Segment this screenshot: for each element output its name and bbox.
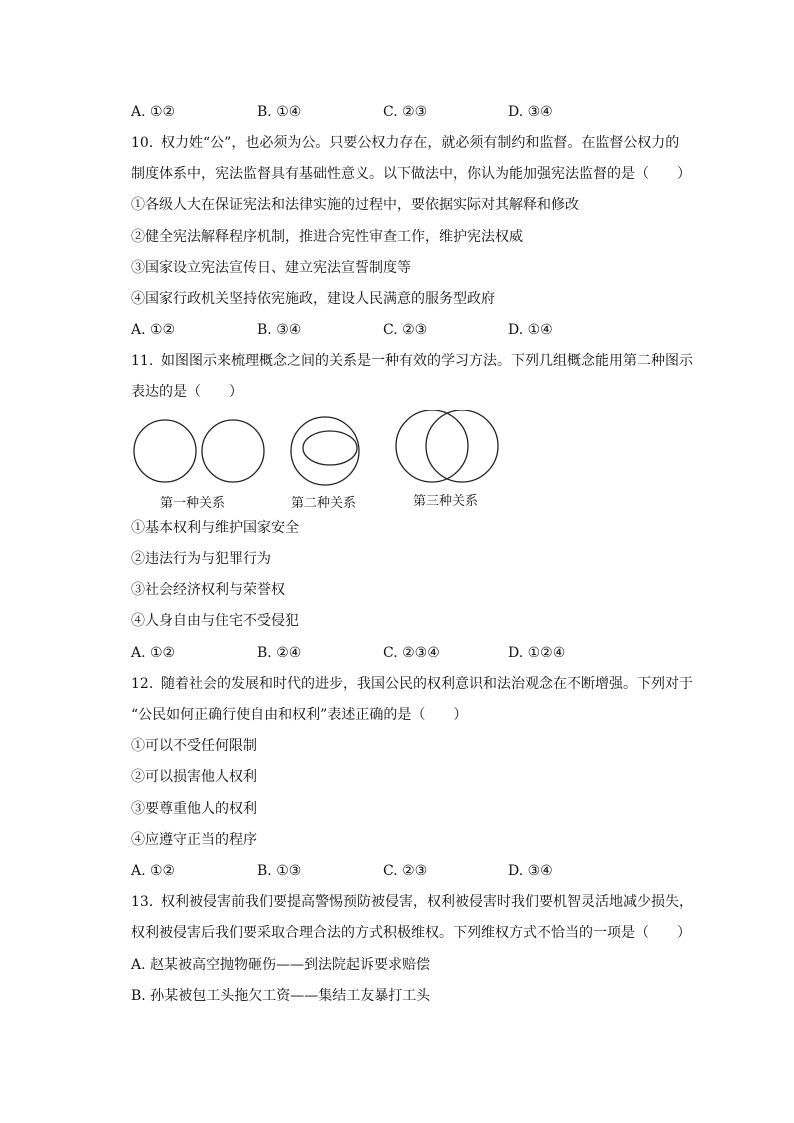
relation2-outer-circle: [291, 417, 359, 485]
q12-option-d: D. ③④: [508, 863, 553, 879]
q11-option-b: B. ②④: [257, 645, 302, 661]
q11-statement-1: ①基本权利与维护国家安全: [131, 520, 299, 536]
q12-stem-text1: 随着社会的发展和时代的进步，我国公民的权利意识和法治观念在不断增强。下列对于: [161, 676, 693, 692]
relation3-circle-left: [396, 410, 468, 482]
relationship-diagram: [126, 410, 516, 515]
q11-statement-2: ②违法行为与犯罪行为: [131, 551, 271, 567]
q13-number: 13.: [131, 894, 154, 910]
q9-option-b: B. ①④: [257, 104, 302, 120]
caption-relation-3: 第三种关系: [413, 494, 479, 509]
q11-stem-text1: 如图图示来梳理概念之间的关系是一种有效的学习方法。下列几组概念能用第二种图示: [161, 353, 693, 369]
q13-stem-line1: [131, 892, 693, 912]
q9-options: [131, 102, 691, 122]
q11-statement-4: ④人身自由与住宅不受侵犯: [131, 613, 299, 629]
q9-option-c: C. ②③: [383, 104, 428, 120]
relation2-inner-ellipse: [303, 431, 357, 465]
q12-option-b: B. ①③: [257, 863, 302, 879]
q13-stem-text1: 权利被侵害前我们要提高警惕预防被侵害，权利被侵害时我们要机智灵活地减少损失，: [161, 894, 693, 910]
q10-option-b: B. ③④: [257, 322, 302, 338]
relation3-circle-right: [426, 410, 498, 482]
q12-stem-line2: “公民如何正确行使自由和权利”表述正确的是（ ）: [131, 707, 468, 723]
q10-statement-1: ①各级人大在保证宪法和法律实施的过程中，要依据实际对其解释和修改: [131, 197, 579, 213]
q11-stem-line2: 表达的是（ ）: [131, 384, 243, 400]
q10-statement-2: ②健全宪法解释程序机制，推进合宪性审查工作，维护宪法权威: [131, 229, 523, 245]
q10-option-d: D. ①④: [508, 322, 553, 338]
q9-option-d: D. ③④: [508, 104, 553, 120]
q11-options: [131, 643, 691, 663]
q11-stem-line1: [131, 351, 693, 371]
q12-statement-4: ④应遵守正当的程序: [131, 832, 257, 848]
q10-stem-line2: 制度体系中，宪法监督具有基础性意义。以下做法中，你认为能加强宪法监督的是（ ）: [131, 166, 691, 182]
q13-choice-b: B. 孙某被包工头拖欠工资——集结工友暴打工头: [131, 988, 431, 1004]
q10-statement-3: ③国家设立宪法宣传日、建立宪法宣誓制度等: [131, 260, 411, 276]
q13-stem-line2: 权利被侵害后我们要采取合理合法的方式积极维权。下列维权方式不恰当的一项是（ ）: [131, 925, 691, 941]
q10-stem-line1: [131, 133, 679, 153]
q12-statement-3: ③要尊重他人的权利: [131, 801, 257, 817]
q11-number: 11.: [131, 353, 154, 369]
q10-option-c: C. ②③: [383, 322, 428, 338]
q12-number: 12.: [131, 676, 154, 692]
relation1-circle-left: [134, 420, 196, 482]
q9-option-a: A. ①②: [131, 104, 176, 120]
q11-statement-3: ③社会经济权利与荣誉权: [131, 582, 285, 598]
q11-option-a: A. ①②: [131, 645, 176, 661]
caption-relation-2: 第二种关系: [291, 496, 357, 511]
q12-statement-2: ②可以损害他人权利: [131, 769, 257, 785]
venn-diagrams: [126, 410, 516, 490]
q12-options: [131, 861, 691, 881]
q12-option-a: A. ①②: [131, 863, 176, 879]
q12-stem-line1: [131, 674, 693, 694]
q12-statement-1: ①可以不受任何限制: [131, 738, 257, 754]
q11-option-d: D. ①②④: [508, 645, 566, 661]
q10-statement-4: ④国家行政机关坚持依宪施政，建设人民满意的服务型政府: [131, 291, 495, 307]
caption-relation-1: 第一种关系: [160, 496, 226, 511]
q10-stem-text1: 权力姓“公”，也必须为公。只要公权力存在，就必须有制约和监督。在监督公权力的: [161, 135, 680, 151]
q10-options: [131, 320, 691, 340]
q10-option-a: A. ①②: [131, 322, 176, 338]
q10-number: 10.: [131, 135, 154, 151]
q13-choice-a: A. 赵某被高空抛物砸伤——到法院起诉要求赔偿: [131, 957, 431, 973]
relation1-circle-right: [202, 420, 264, 482]
q12-option-c: C. ②③: [383, 863, 428, 879]
q11-option-c: C. ②③④: [383, 645, 440, 661]
